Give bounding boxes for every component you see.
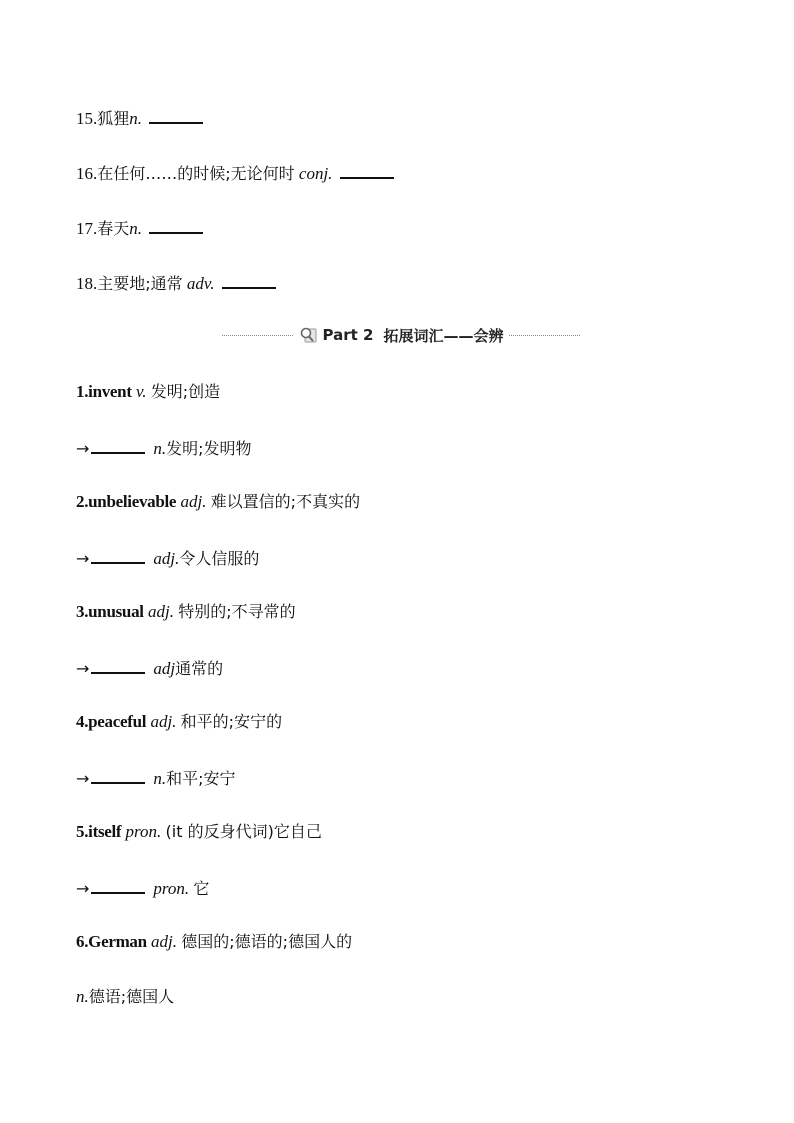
dotted-divider: [509, 335, 580, 336]
word-entry-itself: 5.itself pron. (it 的反身代词)它自己: [76, 822, 322, 841]
word-entry-peaceful: 4.peaceful adj. 和平的;安宁的: [76, 712, 283, 731]
vocab-item-16: 16.在任何……的时候;无论何时 conj.: [76, 161, 394, 185]
answer-blank[interactable]: [91, 766, 145, 784]
dotted-divider: [222, 335, 293, 336]
answer-blank[interactable]: [91, 436, 145, 454]
answer-blank[interactable]: [91, 876, 145, 894]
derived-entry: → n.发明;发明物: [76, 436, 252, 460]
answer-blank[interactable]: [222, 271, 276, 289]
word-entry-unusual: 3.unusual adj. 特别的;不寻常的: [76, 602, 296, 621]
vocab-item-15: 15.狐狸n.: [76, 106, 203, 130]
magnifier-icon: [299, 325, 319, 345]
derived-entry: → adj.令人信服的: [76, 546, 259, 570]
word-entry-german: 6.German adj. 德国的;德语的;德国人的: [76, 932, 353, 951]
word-entry-unbelievable: 2.unbelievable adj. 难以置信的;不真实的: [76, 492, 361, 511]
answer-blank[interactable]: [340, 161, 394, 179]
answer-blank[interactable]: [149, 106, 203, 124]
derived-entry: → pron. 它: [76, 876, 209, 900]
answer-blank[interactable]: [149, 216, 203, 234]
derived-entry: → n.和平;安宁: [76, 766, 236, 790]
derived-entry: n.德语;德国人: [76, 987, 175, 1006]
answer-blank[interactable]: [91, 546, 145, 564]
part2-title: Part 2 拓展词汇——会辨: [293, 325, 510, 346]
derived-entry: → adj通常的: [76, 656, 223, 680]
word-entry-invent: 1.invent v. 发明;创造: [76, 382, 221, 401]
part2-header: [222, 324, 580, 346]
vocab-item-18: 18.主要地;通常 adv.: [76, 271, 276, 295]
answer-blank[interactable]: [91, 656, 145, 674]
vocab-item-17: 17.春天n.: [76, 216, 203, 240]
